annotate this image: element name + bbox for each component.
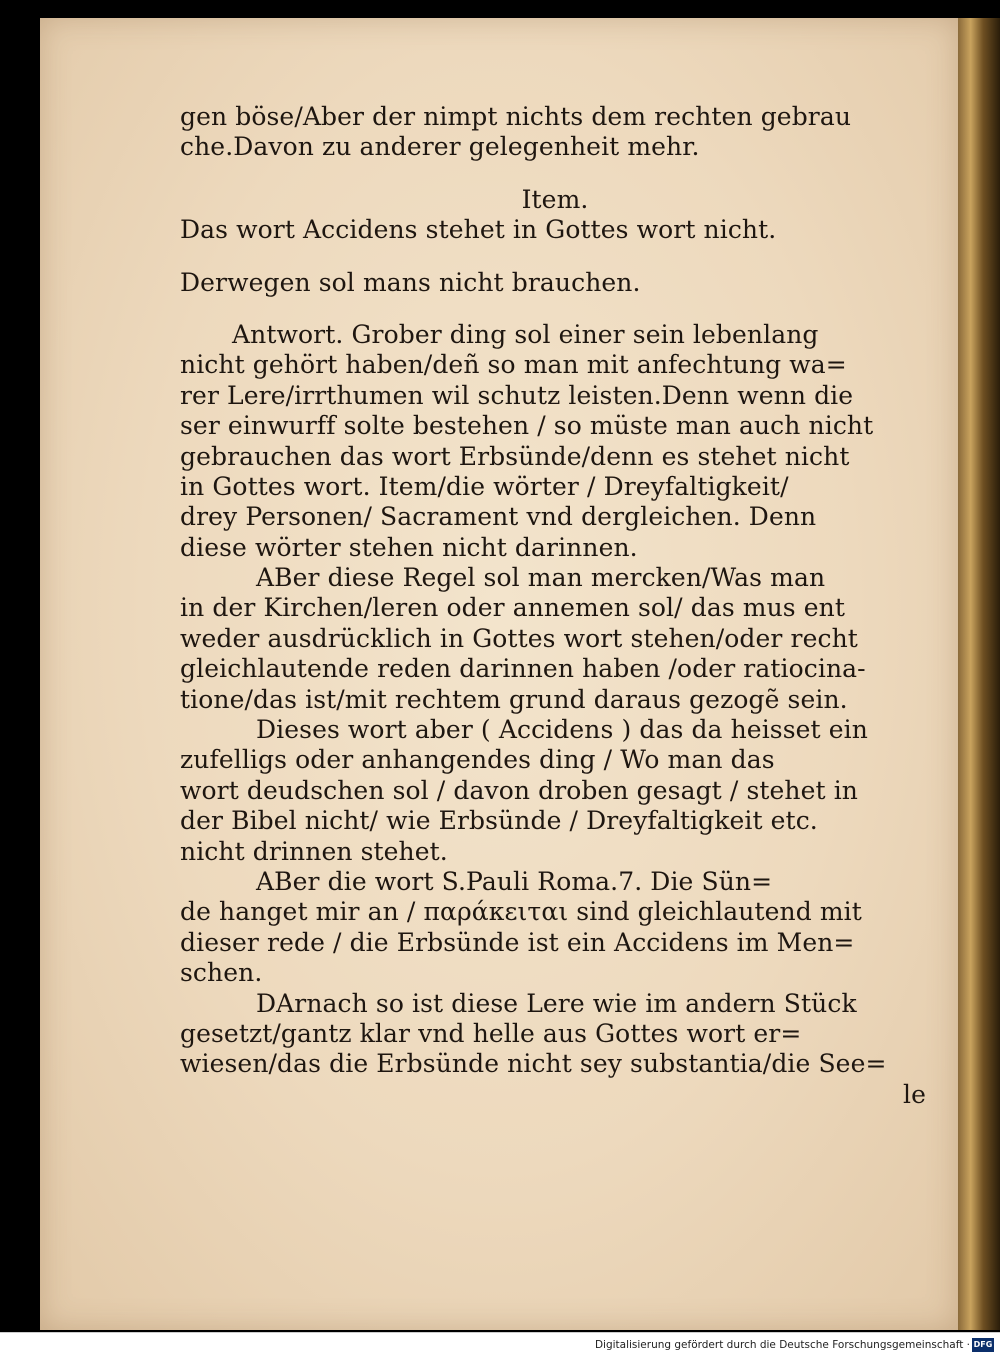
text-line: wiesen/das die Erbsünde nicht sey substantia/die See= [180,1049,887,1079]
text-line: Derwegen sol mans nicht brauchen. [180,267,641,297]
text-line: wort deudschen sol / davon droben gesagt / stehet in [180,775,859,805]
text-line: diese wörter stehen nicht darinnen. [180,532,638,562]
text-line: nicht drinnen stehet. [180,836,448,866]
text-line: in der Kirchen/leren oder annemen sol/ das mus ent [180,593,846,623]
text-line: drey Personen/ Sacrament vnd dergleichen. Denn [180,502,817,532]
dfg-logo: DFG [972,1338,994,1352]
text-line: tione/das ist/mit rechtem grund daraus gezogẽ sein. [180,684,848,714]
text-line: gebrauchen das wort Erbsünde/denn es stehet nicht [180,441,850,471]
text-line: Antwort. Grober ding sol einer sein lebenlang [232,319,819,349]
text-line: DArnach so ist diese Lere wie im andern Stück [256,988,857,1018]
text-line: weder ausdrücklich in Gottes wort stehen/oder recht [180,623,858,653]
text-line: ABer die wort S.Pauli Roma.7. Die Sün= [256,866,773,896]
page-edge [958,18,1000,1330]
text-line: ser einwurff solte bestehen / so müste man auch nicht [180,411,874,441]
page-text [180,102,930,1110]
text-line: gleichlautende reden darinnen haben /oder ratiocina- [180,654,866,684]
text-line: der Bibel nicht/ wie Erbsünde / Dreyfaltigkeit etc. [180,806,818,836]
text-line: Dieses wort aber ( Accidens ) das da heisset ein [256,715,868,745]
section-heading: Item. [521,184,589,214]
text-line: gen böse/Aber der nimpt nichts dem rechten gebrau [180,102,852,131]
funding-credit: Digitalisierung gefördert durch die Deutsche Forschungsgemeinschaft · [594,1339,970,1351]
text-line: in Gottes wort. Item/die wörter / Dreyfaltigkeit/ [180,471,789,501]
text-line: ABer diese Regel sol man mercken/Was man [256,563,826,593]
catchword: le [903,1079,926,1109]
text-line: schen. [180,958,263,988]
text-line: dieser rede / die Erbsünde ist ein Accidens im Men= [180,927,855,957]
text-line: rer Lere/irrthumen wil schutz leisten.Denn wenn die [180,380,854,410]
footer-bar [0,1332,1000,1359]
text-line: de hanget mir an / παράκειται sind gleichlautend mit [180,897,862,927]
text-line: gesetzt/gantz klar vnd helle aus Gottes wort er= [180,1018,802,1048]
text-line: nicht gehört haben/deñ so man mit anfechtung wa= [180,350,847,380]
text-line: che.Davon zu anderer gelegenheit mehr. [180,132,700,162]
text-line: Das wort Accidens stehet in Gottes wort nicht. [180,215,777,245]
text-line: zufelligs oder anhangendes ding / Wo man das [180,745,775,775]
